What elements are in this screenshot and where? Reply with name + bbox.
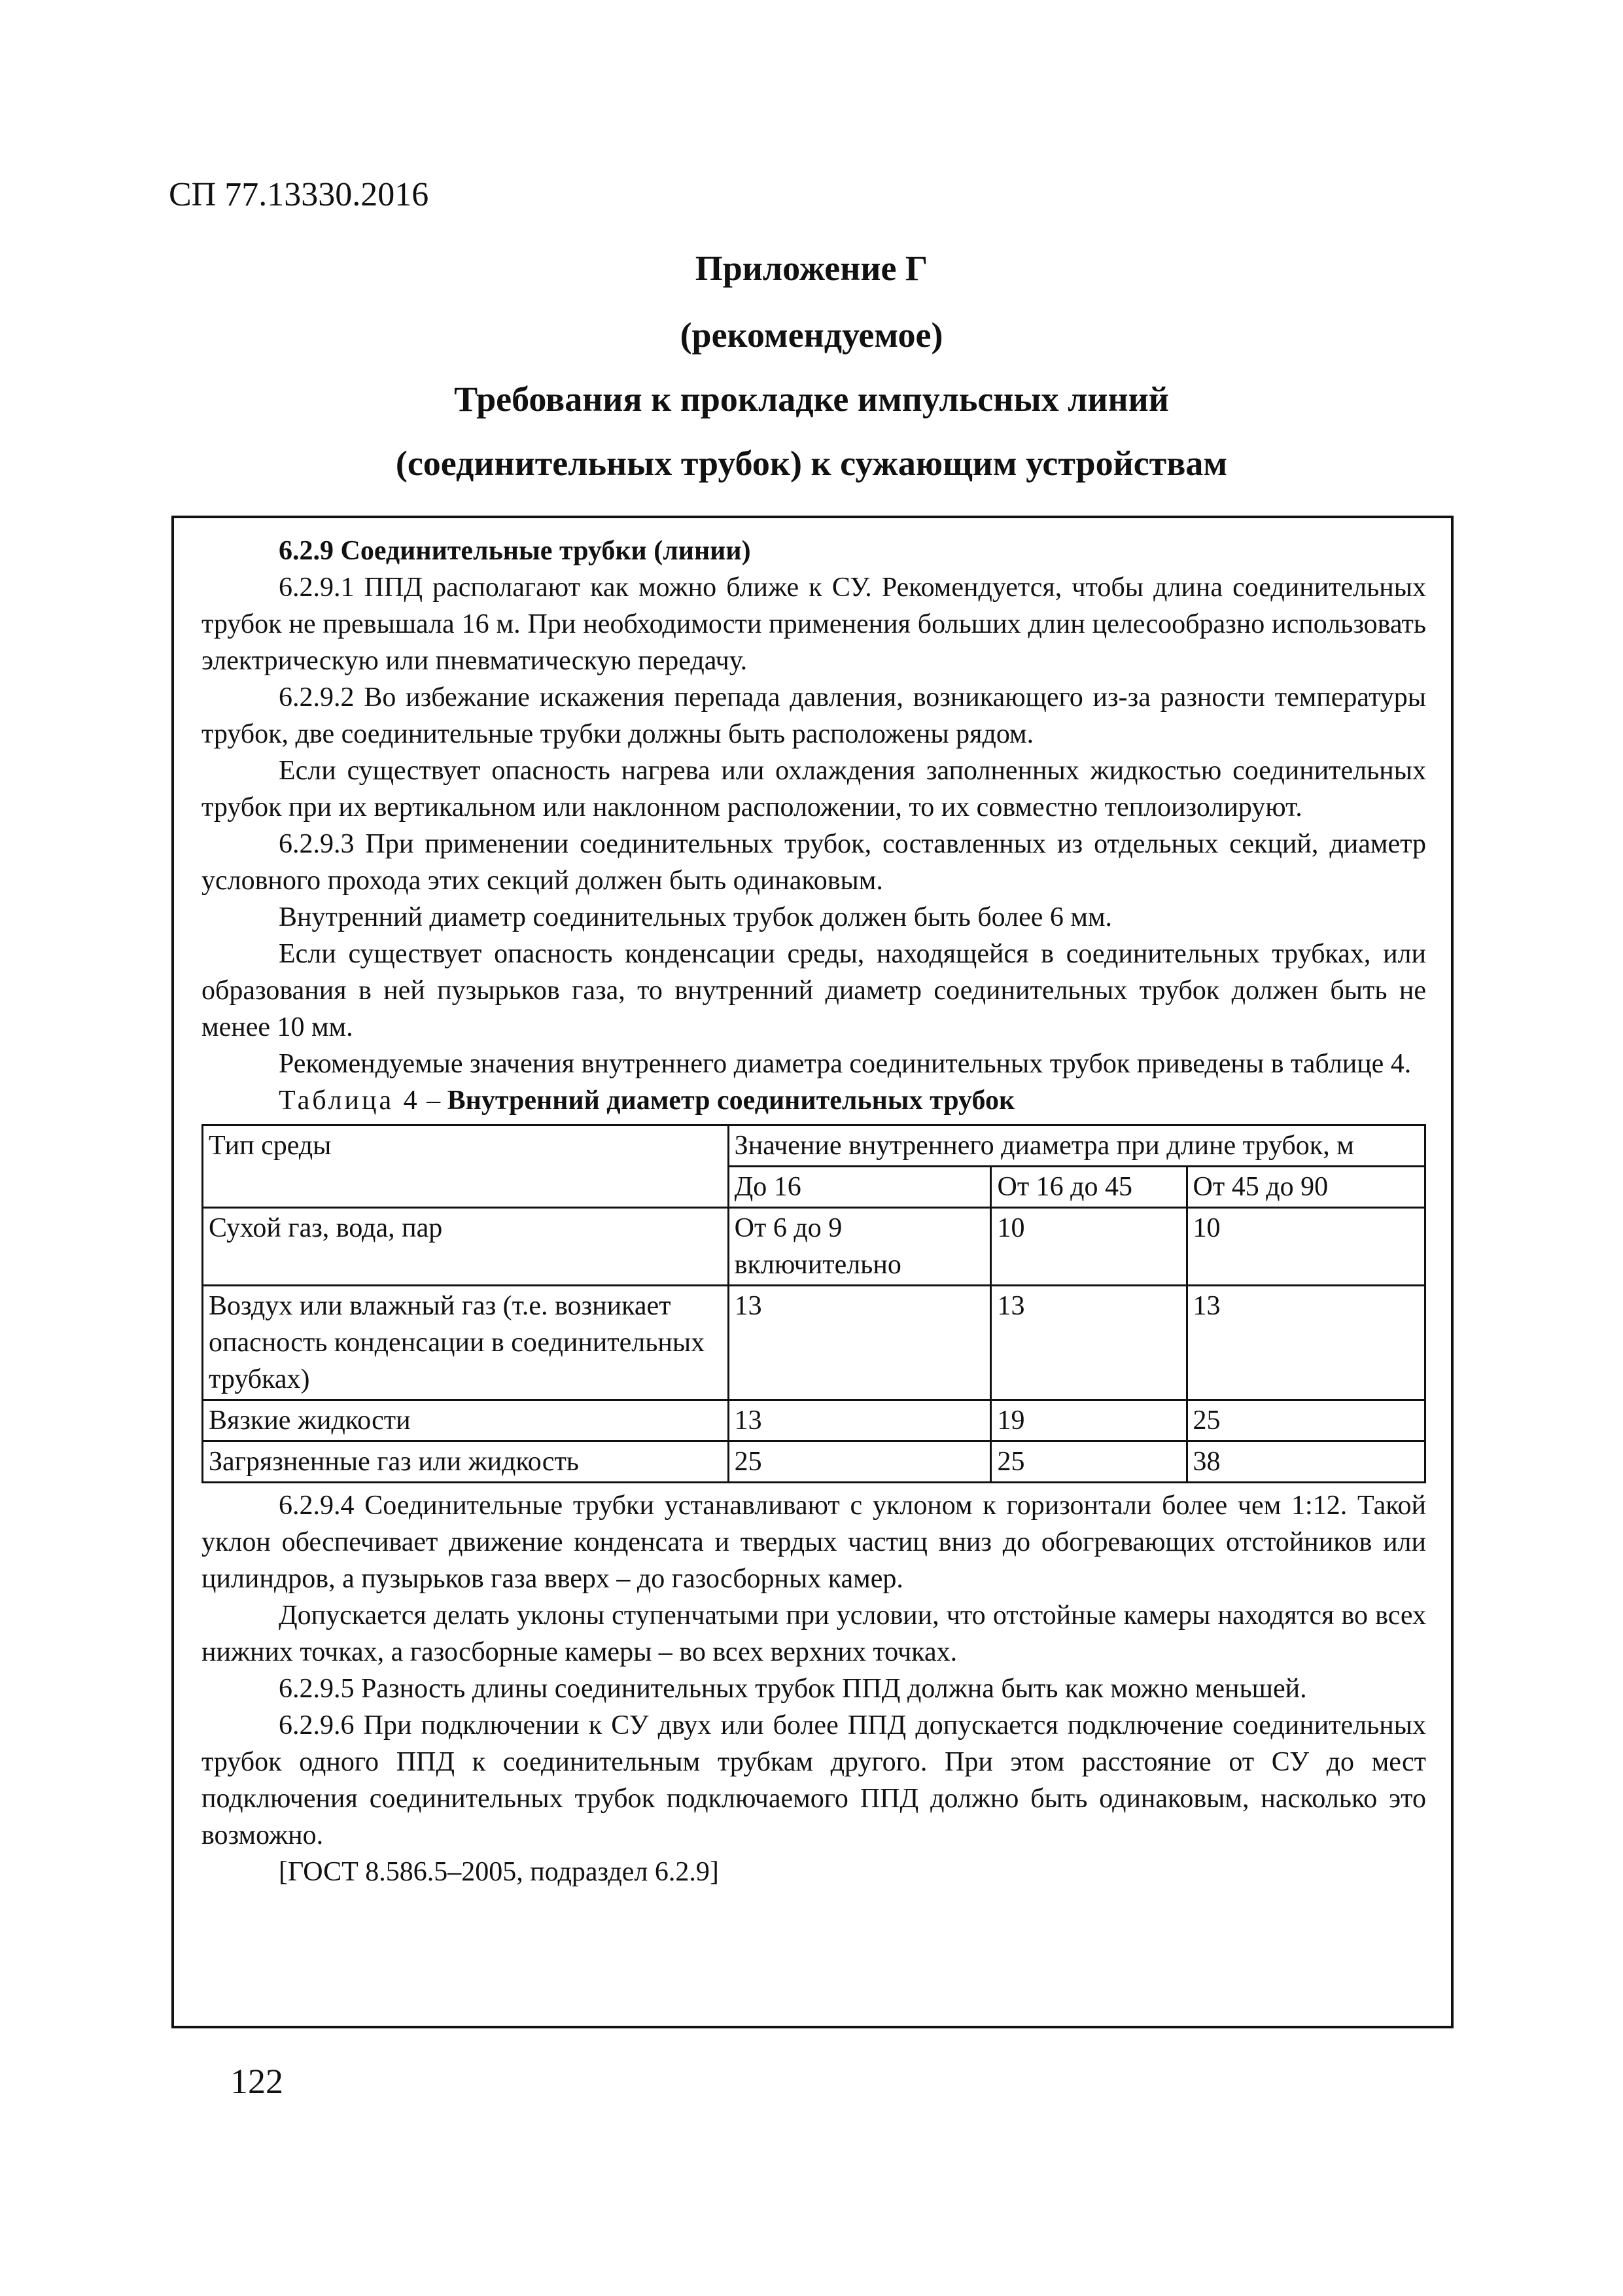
table-caption-label: Таблица 4 (279, 1086, 420, 1116)
paragraph: Допускается делать уклоны ступенчатыми при условии, что отстойные камеры находятся во всех нижних точках, а газосборные камеры – во всех верхних точках. (201, 1600, 1426, 1667)
paragraph: 6.2.9.6 При подключении к СУ двух или более ППД допускается подключение соединительных трубок одного ППД к соединительным трубкам другого. При этом расстояние от СУ до мест подключения соединительных трубок подключаемого ППД должно быть одинаковым, насколько это возможно. (201, 1710, 1426, 1850)
medium-cell: Воздух или влажный газ (т.е. возникает опасность конденсации в соединительных трубках) (203, 1286, 729, 1400)
appendix-title: Приложение Г (695, 249, 928, 288)
paragraph: Если существует опасность нагрева или охлаждения заполненных жидкостью соединительных трубок при их вертикальном или наклонном расположении, то их совместно теплоизолируют. (201, 756, 1426, 822)
paragraph: Внутренний диаметр соединительных трубок должен быть более 6 мм. (279, 902, 1113, 932)
appendix-heading-line-2: (соединительных трубок) к сужающим устройствам (395, 444, 1228, 483)
value-cell: 13 (991, 1286, 1187, 1400)
paragraph: 6.2.9.4 Соединительные трубки устанавливают с уклоном к горизонтали более чем 1:12. Такой уклон обеспечивает движение конденсата и твердых частиц вниз до обогревающих отстойников или цилиндров, а пузырьков газа вверх – до газосборных камер. (201, 1491, 1426, 1594)
value-cell: 13 (728, 1400, 991, 1441)
value-cell: 38 (1187, 1441, 1425, 1483)
table-row (203, 1208, 1425, 1286)
quoted-text-frame (171, 516, 1454, 2028)
document-code: СП 77.13330.2016 (169, 176, 429, 213)
value-cell: 13 (728, 1286, 991, 1400)
subsection-title: 6.2.9 Соединительные трубки (линии) (279, 536, 751, 566)
paragraph: Рекомендуемые значения внутреннего диаметра соединительных трубок приведены в таблице 4. (279, 1049, 1412, 1079)
paragraph: 6.2.9.5 Разность длины соединительных трубок ППД должна быть как можно меньшей. (279, 1674, 1307, 1704)
source-reference: [ГОСТ 8.586.5–2005, подраздел 6.2.9] (279, 1857, 719, 1887)
value-cell: 25 (991, 1441, 1187, 1483)
value-cell: 19 (991, 1400, 1187, 1441)
subheader-length: От 16 до 45 (991, 1167, 1187, 1208)
medium-cell: Загрязненные газ или жидкость (203, 1441, 729, 1483)
appendix-heading-line-1: Требования к прокладке импульсных линий (454, 380, 1169, 419)
header-medium-type: Тип среды (203, 1125, 729, 1208)
value-cell: 10 (1187, 1208, 1425, 1286)
value-cell: 10 (991, 1208, 1187, 1286)
table-header-row (203, 1125, 1425, 1167)
paragraph: 6.2.9.2 Во избежание искажения перепада давления, возникающего из-за разности температуры трубок, две соединительные трубки должны быть расположены рядом. (201, 682, 1426, 749)
table-caption-title: Внутренний диаметр соединительных трубок (447, 1086, 1015, 1116)
value-cell: 25 (1187, 1400, 1425, 1441)
table-row (203, 1286, 1425, 1400)
quoted-text-content (201, 533, 1426, 1890)
appendix-status: (рекомендуемое) (680, 315, 943, 355)
paragraph: Если существует опасность конденсации среды, находящейся в соединительных трубках, или образования в ней пузырьков газа, то внутренний диаметр соединительных трубок должен быть не менее 10 мм. (201, 939, 1426, 1042)
value-cell: От 6 до 9 включительно (728, 1208, 991, 1286)
page-number: 122 (230, 2062, 283, 2101)
value-cell: 13 (1187, 1286, 1425, 1400)
header-diameter-group: Значение внутреннего диаметра при длине трубок, м (728, 1125, 1425, 1167)
subheader-length: От 45 до 90 (1187, 1167, 1425, 1208)
table-caption (201, 1082, 1426, 1119)
medium-cell: Сухой газ, вода, пар (203, 1208, 729, 1286)
value-cell: 25 (728, 1441, 991, 1483)
table-caption-dash: – (419, 1086, 447, 1116)
diameter-table (201, 1124, 1426, 1483)
medium-cell: Вязкие жидкости (203, 1400, 729, 1441)
table-row (203, 1400, 1425, 1441)
subheader-length: До 16 (728, 1167, 991, 1208)
table-row (203, 1441, 1425, 1483)
paragraph: 6.2.9.3 При применении соединительных трубок, составленных из отдельных секций, диаметр условного прохода этих секций должен быть одинаковым. (201, 829, 1426, 896)
paragraph: 6.2.9.1 ППД располагают как можно ближе к СУ. Рекомендуется, чтобы длина соединительных трубок не превышала 16 м. При необходимости применения больших длин целесообразно использовать электрическую или пневматическую передачу. (201, 573, 1426, 676)
